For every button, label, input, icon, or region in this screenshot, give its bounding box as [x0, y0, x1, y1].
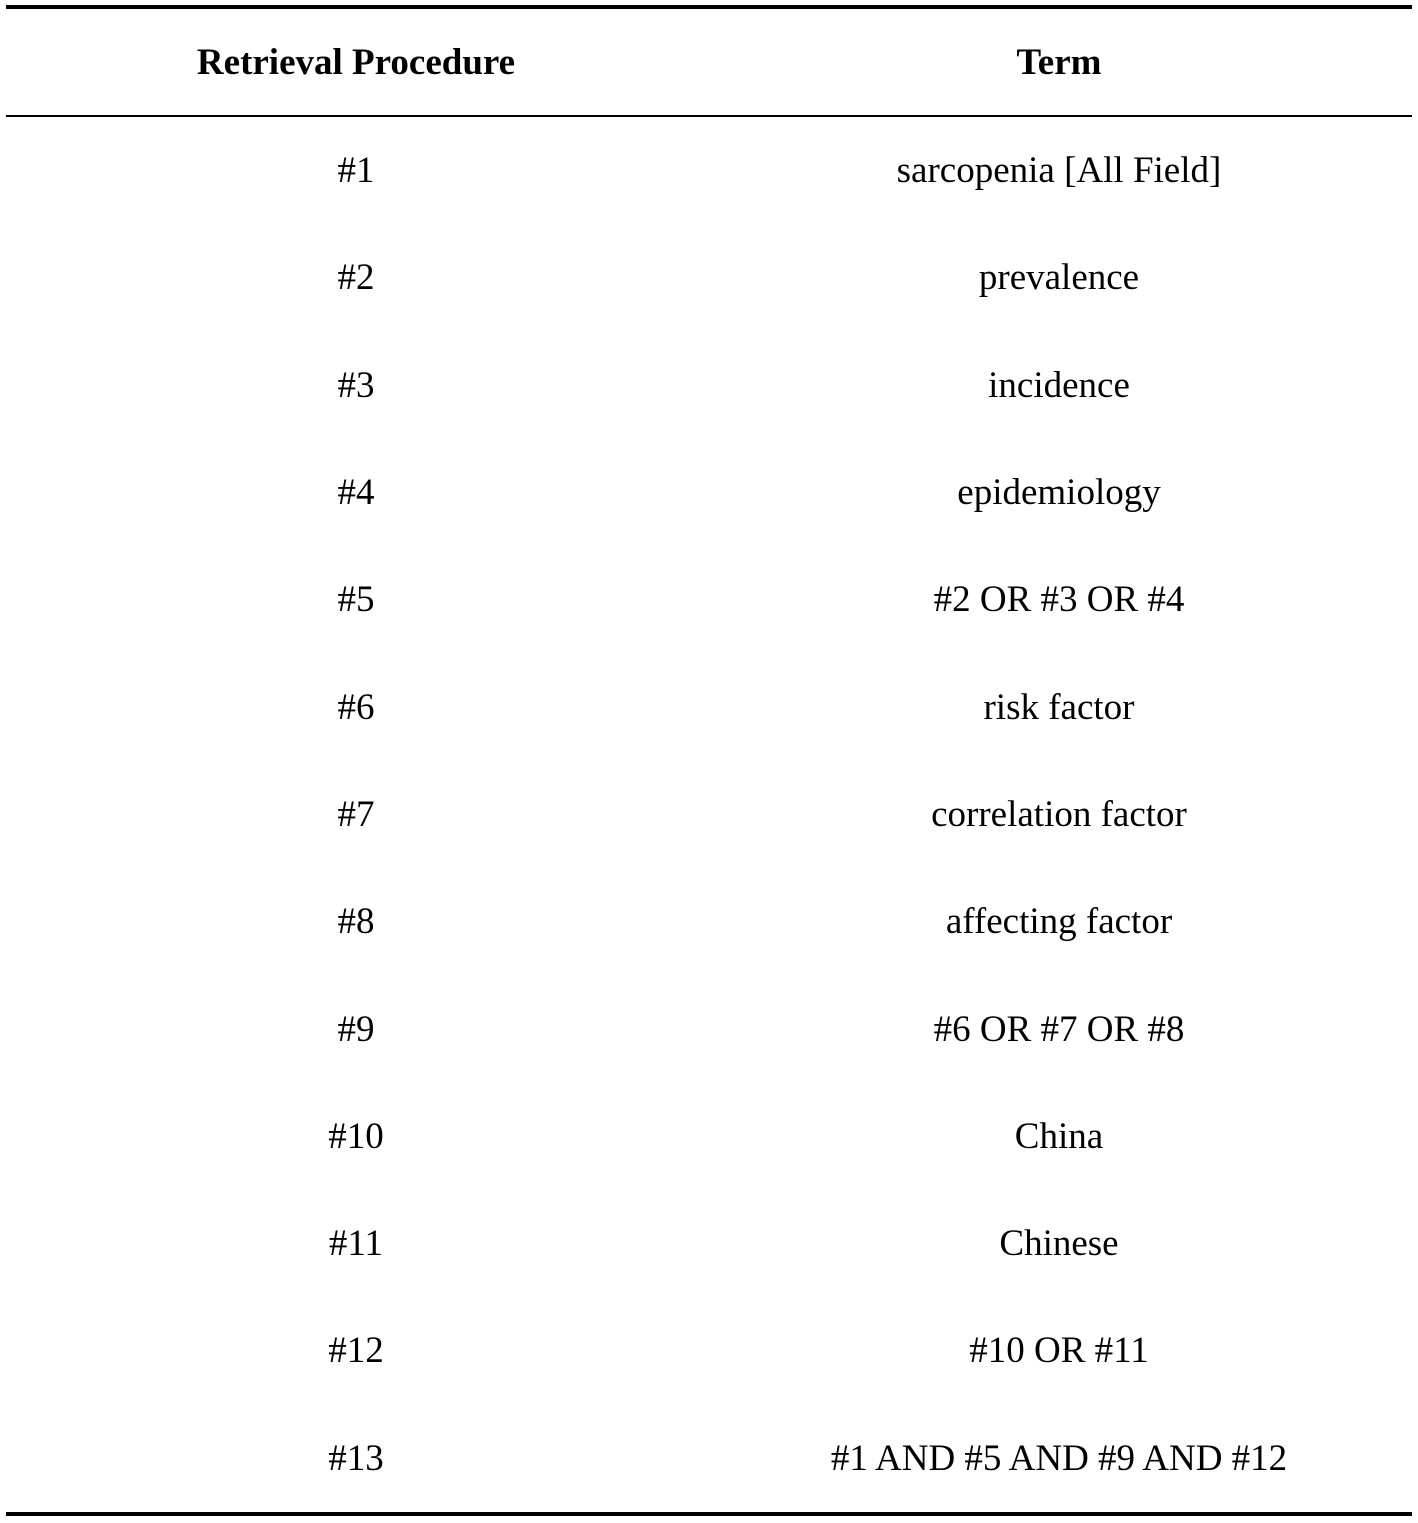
table-row — [6, 653, 1412, 760]
table-row — [6, 1083, 1412, 1190]
table-row — [6, 1297, 1412, 1404]
table-header-row — [6, 9, 1412, 117]
table-row — [6, 224, 1412, 331]
table-bottom-rule — [6, 1512, 1412, 1516]
procedure-cell: #10 — [328, 1115, 384, 1157]
table-row — [6, 975, 1412, 1082]
procedure-cell: #7 — [337, 793, 375, 835]
procedure-cell: #6 — [337, 686, 375, 728]
procedure-cell: #9 — [337, 1008, 375, 1050]
term-cell: #10 OR #11 — [969, 1330, 1149, 1372]
procedure-cell: #13 — [328, 1437, 384, 1479]
term-cell: incidence — [988, 364, 1130, 406]
procedure-cell: #12 — [328, 1330, 384, 1372]
term-cell: #6 OR #7 OR #8 — [933, 1008, 1185, 1050]
table-row — [6, 117, 1412, 224]
procedure-cell: #1 — [337, 150, 375, 192]
table-row — [6, 761, 1412, 868]
term-cell: #2 OR #3 OR #4 — [933, 579, 1185, 621]
procedure-cell: #3 — [337, 364, 375, 406]
table-row — [6, 332, 1412, 439]
term-cell: China — [1014, 1115, 1104, 1157]
term-cell: correlation factor — [931, 793, 1187, 835]
procedure-cell: #2 — [337, 257, 375, 299]
table-row — [6, 868, 1412, 975]
procedure-cell: #8 — [337, 901, 375, 943]
term-cell: risk factor — [983, 686, 1135, 728]
table-row — [6, 546, 1412, 653]
procedure-cell: #4 — [337, 472, 375, 514]
term-cell: Chinese — [999, 1223, 1119, 1265]
table-row — [6, 1190, 1412, 1297]
term-cell: epidemiology — [957, 472, 1161, 514]
header-term: Term — [1016, 41, 1102, 83]
procedure-cell: #11 — [328, 1223, 384, 1265]
table-row — [6, 439, 1412, 546]
term-cell: prevalence — [978, 257, 1140, 299]
retrieval-table — [6, 5, 1412, 1516]
table-body — [6, 117, 1412, 1512]
table-row — [6, 1405, 1412, 1512]
header-retrieval-procedure: Retrieval Procedure — [196, 41, 516, 83]
term-cell: #1 AND #5 AND #9 AND #12 — [830, 1437, 1288, 1479]
term-cell: affecting factor — [945, 901, 1173, 943]
term-cell: sarcopenia [All Field] — [896, 150, 1222, 192]
procedure-cell: #5 — [337, 579, 375, 621]
